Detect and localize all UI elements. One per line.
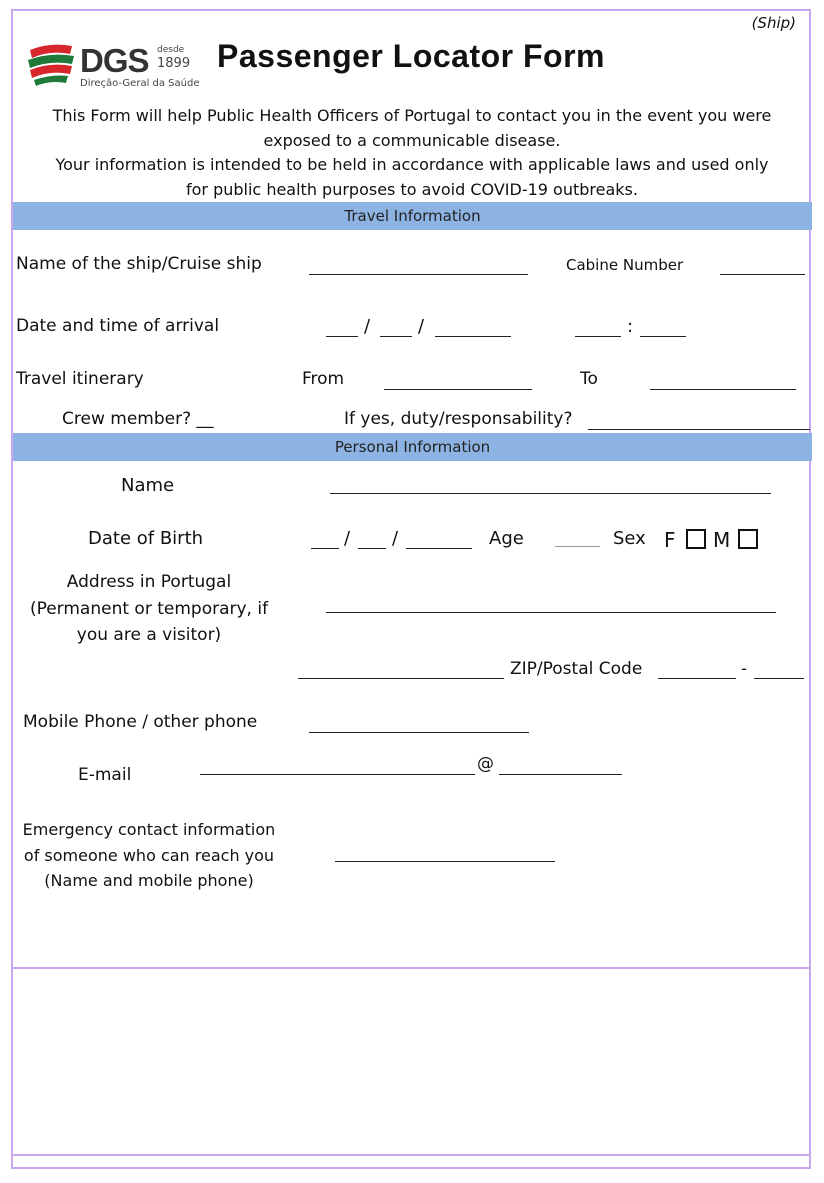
address-field[interactable] <box>326 596 776 613</box>
page-title: Passenger Locator Form <box>217 38 605 74</box>
date-separator: / <box>418 316 425 337</box>
name-label: Name <box>121 475 175 496</box>
section-personal-information: Personal Information <box>13 433 812 461</box>
divider-bottom <box>13 1154 811 1156</box>
city-field[interactable] <box>298 662 504 679</box>
dob-label: Date of Birth <box>88 528 204 549</box>
zip-prefix-field[interactable] <box>658 662 736 679</box>
sex-m-label: M <box>713 528 731 552</box>
phone-field[interactable] <box>309 716 529 733</box>
ship-name-label: Name of the ship/Cruise ship <box>16 254 262 274</box>
address-label-line: Address in Portugal <box>66 572 232 592</box>
emergency-label-line: Emergency contact information <box>22 820 276 839</box>
sex-f-checkbox[interactable] <box>686 529 706 549</box>
intro-line: This Form will help Public Health Officers of Portugal to contact you in the event you were <box>52 106 772 125</box>
intro-text <box>16 104 808 202</box>
zip-label: ZIP/Postal Code <box>510 659 643 679</box>
logo-year: 1899 <box>157 56 191 71</box>
sex-m-checkbox[interactable] <box>738 529 758 549</box>
arrival-month-field[interactable] <box>380 320 412 337</box>
address-label-line: (Permanent or temporary, if <box>29 598 269 619</box>
name-field[interactable] <box>330 477 771 494</box>
dgs-logo-icon <box>26 40 78 88</box>
cabin-label: Cabine Number <box>566 256 684 274</box>
to-label: To <box>580 369 598 389</box>
intro-line: exposed to a communicable disease. <box>263 130 561 150</box>
to-field[interactable] <box>650 373 796 390</box>
arrival-day-field[interactable] <box>326 320 358 337</box>
emergency-label-line: of someone who can reach you <box>23 845 275 865</box>
cabin-field[interactable] <box>720 258 805 275</box>
ship-name-field[interactable] <box>309 258 528 275</box>
address-label-line: you are a visitor) <box>76 625 222 645</box>
from-label: From <box>302 369 345 389</box>
time-separator: : <box>627 316 634 337</box>
intro-line: Your information is intended to be held in accordance with applicable laws and used only <box>55 155 769 174</box>
phone-label: Mobile Phone / other phone <box>23 712 258 732</box>
arrival-year-field[interactable] <box>435 320 511 337</box>
date-separator: / <box>364 316 371 337</box>
dob-separator: / <box>344 528 351 549</box>
dob-separator: / <box>392 528 399 549</box>
email-user-field[interactable] <box>200 758 475 775</box>
arrival-label: Date and time of arrival <box>16 316 220 336</box>
logo-abbr: DGS <box>80 42 149 79</box>
itinerary-label: Travel itinerary <box>16 369 144 389</box>
arrival-hour-field[interactable] <box>575 320 621 337</box>
duty-label: If yes, duty/responsability? <box>344 409 573 429</box>
logo-subtitle: Direção-Geral da Saúde <box>80 78 200 89</box>
section-travel-information: Travel Information <box>13 202 812 230</box>
arrival-minute-field[interactable] <box>640 320 686 337</box>
sex-label: Sex <box>613 528 646 549</box>
sex-f-label: F <box>664 528 676 552</box>
email-at-symbol: @ <box>477 754 494 774</box>
email-domain-field[interactable] <box>499 758 622 775</box>
emergency-label-line: (Name and mobile phone) <box>44 871 254 890</box>
email-label: E-mail <box>78 765 132 785</box>
from-field[interactable] <box>384 373 532 390</box>
dob-year-field[interactable] <box>406 532 472 549</box>
divider-lower <box>13 967 811 969</box>
emergency-label <box>14 817 284 894</box>
age-label: Age <box>489 528 524 549</box>
intro-line: for public health purposes to avoid COVID-19 outbreaks. <box>186 179 638 199</box>
emergency-contact-field[interactable] <box>335 845 555 862</box>
dob-day-field[interactable] <box>311 532 339 549</box>
zip-suffix-field[interactable] <box>754 662 804 679</box>
logo-desde: desde <box>157 45 185 55</box>
ship-tag: (Ship) <box>751 14 796 32</box>
dob-month-field[interactable] <box>358 532 386 549</box>
zip-separator: - <box>741 659 748 679</box>
duty-field[interactable] <box>588 413 810 430</box>
crew-member-label: Crew member? __ <box>62 409 214 429</box>
age-field[interactable] <box>555 532 600 547</box>
address-label <box>16 569 282 649</box>
